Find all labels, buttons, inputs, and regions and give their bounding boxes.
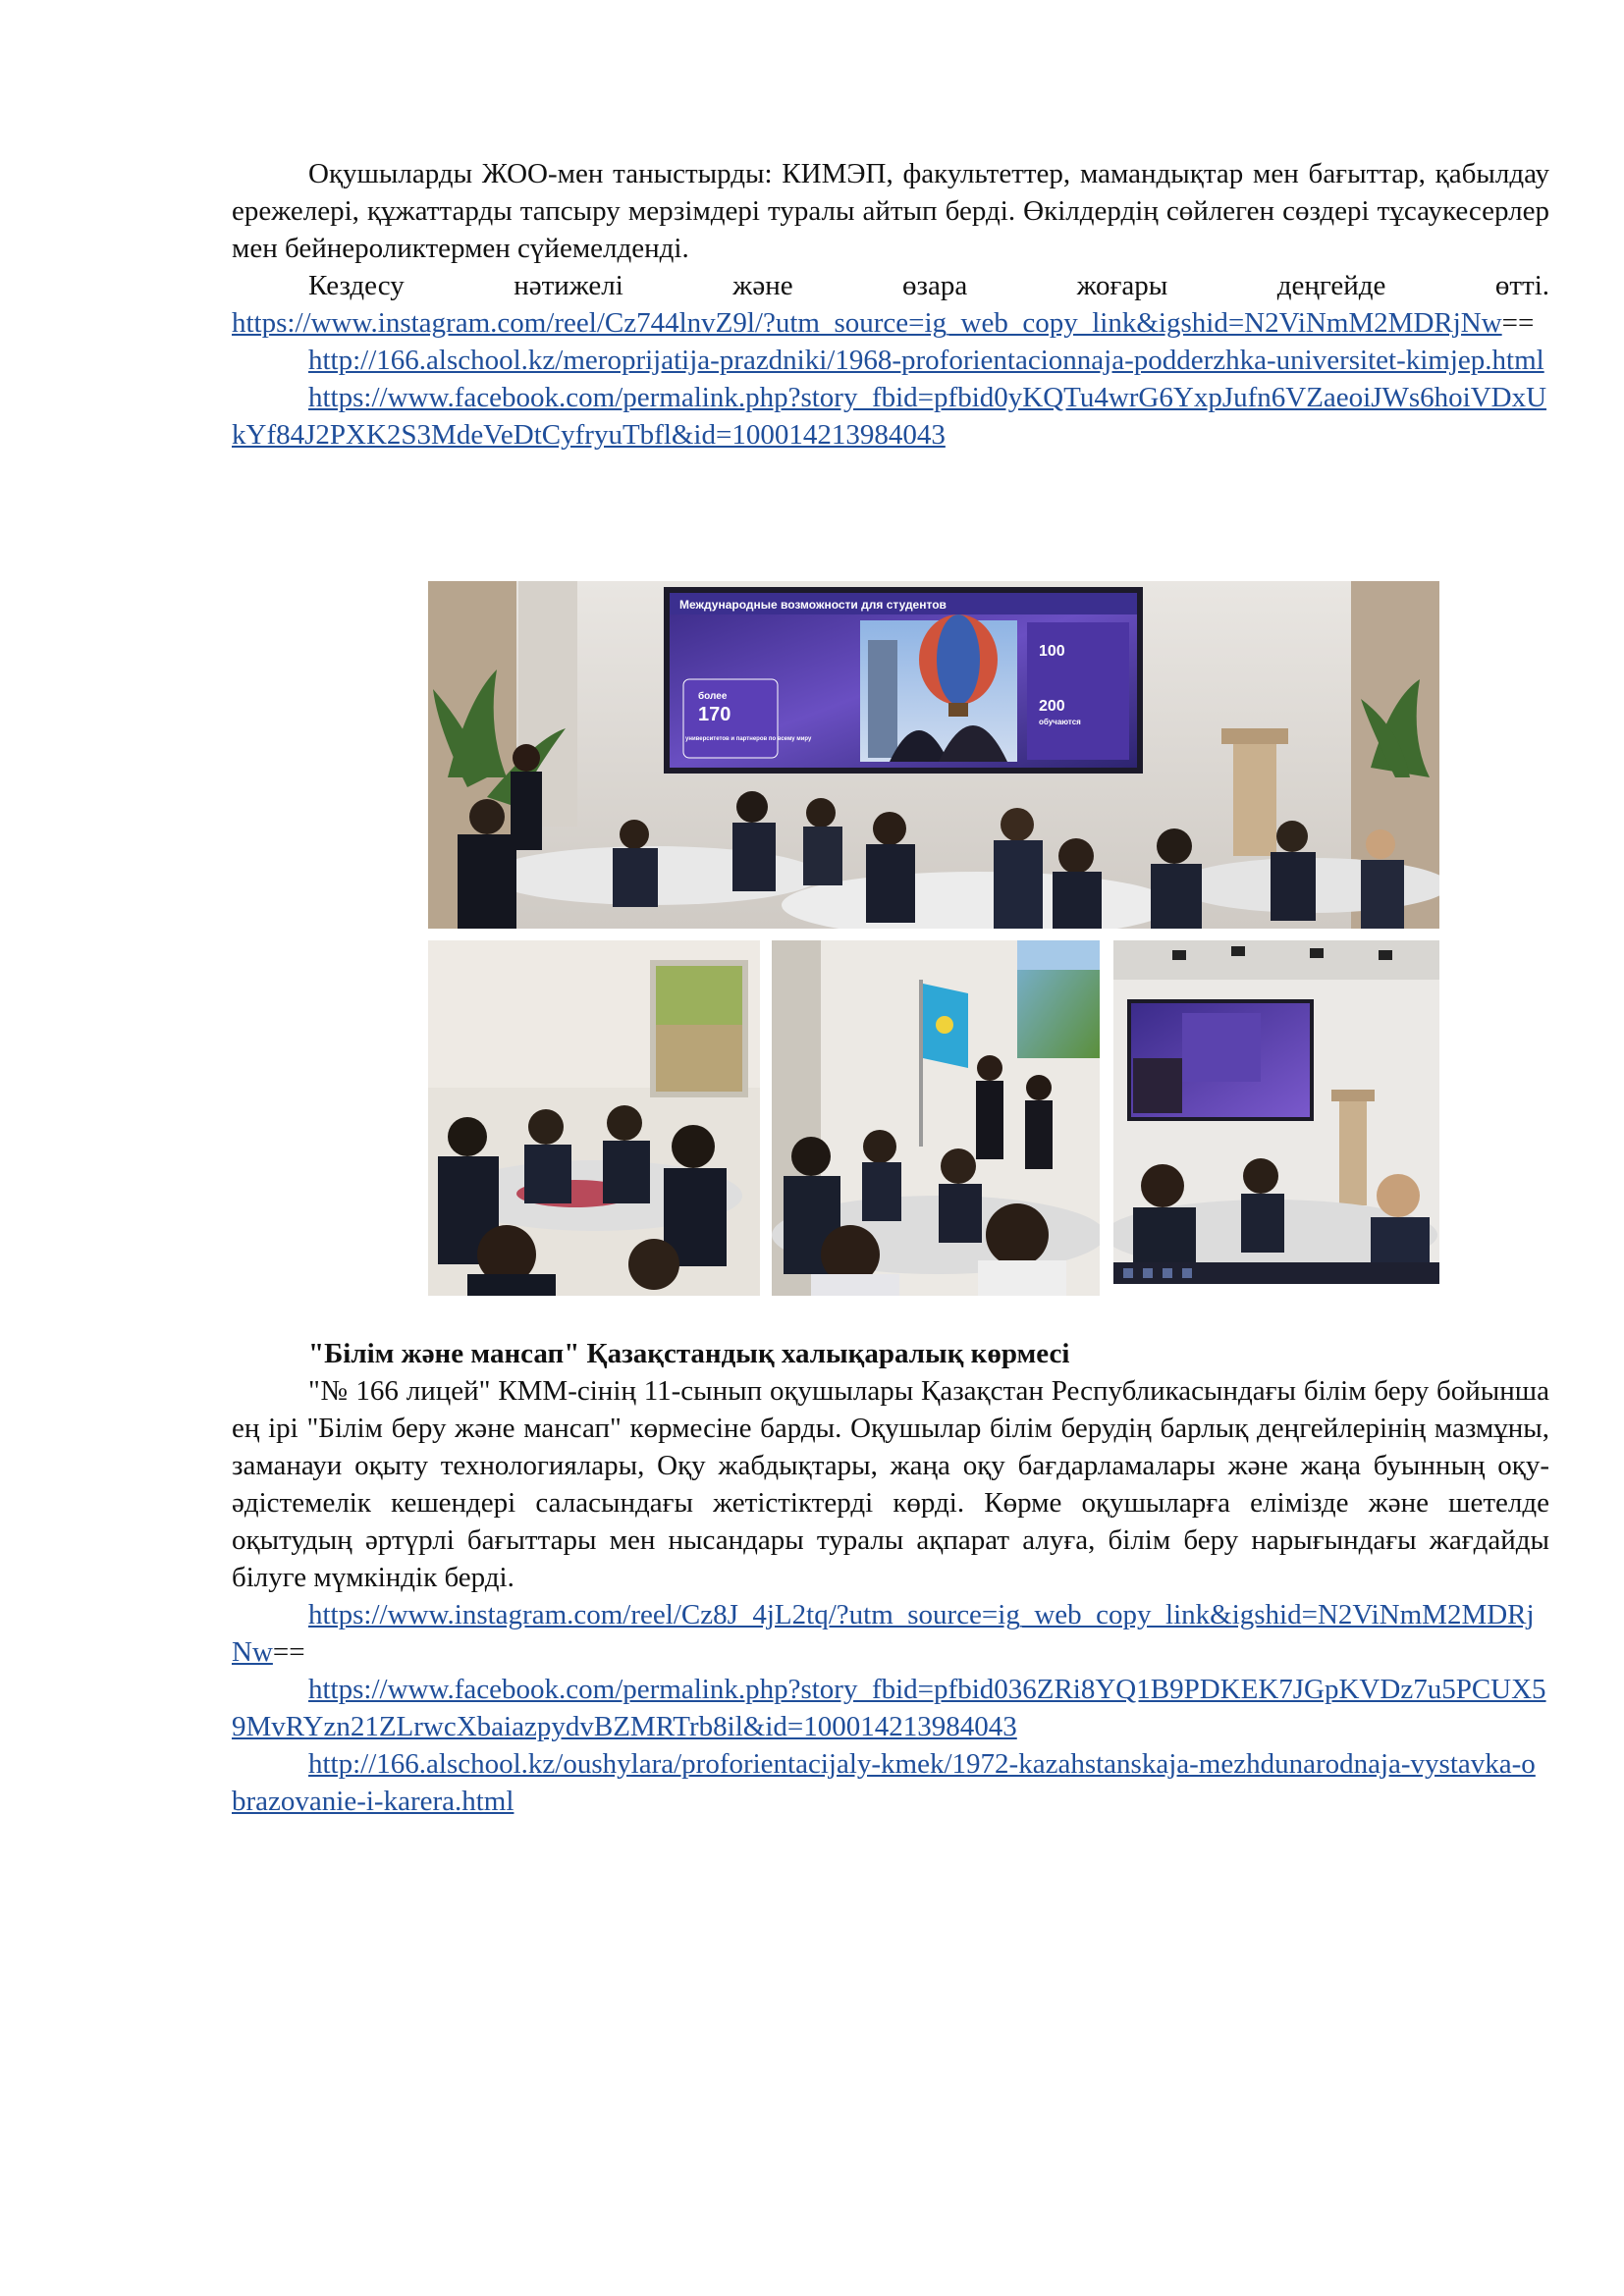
instagram-link-1[interactable]: https://www.instagram.com/reel/Cz744lnvZ9l/?utm_source=ig_web_copy_link&igshid=N2ViNmM2MDRjNw xyxy=(232,307,1502,339)
stat-100-text: 100 xyxy=(1039,643,1065,660)
stat-170-text: 170 xyxy=(698,704,731,725)
link-suffix-2: == xyxy=(272,1636,305,1668)
paragraph-meeting-result: Кездесу нәтижелі және өзара жоғары деңгейде өтті. xyxy=(308,270,1549,301)
link-block-instagram-1 xyxy=(232,304,1549,342)
facebook-link-1[interactable]: https://www.facebook.com/permalink.php?story_fbid=pfbid0yKQTu4wrG6YxpJufn6VZaeoiJWs6hoiVDxUkYf84J2PXK2S3MdeVeDtCyfryuTbfl&id=100014213984043 xyxy=(232,382,1547,451)
instagram-link-2[interactable]: https://www.instagram.com/reel/Cz8J_4jL2tq/?utm_source=ig_web_copy_link&igshid=N2ViNmM2MDRjNw xyxy=(232,1599,1535,1668)
link-block-facebook-2 xyxy=(232,1671,1549,1745)
document-page xyxy=(232,155,1549,454)
paragraph-exhibition: "№ 166 лицей" КММ-сінің 11-сынып оқушылары Қазақстан Республикасындағы білім беру бойынша ең ірі "Білім беру және мансап" көрмесіне барды. Оқушылар білім берудің барлық деңгейлерінің мазмұны, заманауи оқыту технологиялары, Оқу жабдықтары, жаңа оқу бағдарламалары және жаңа буынның оқу-әдістемелік кешендері саласындағы жетістіктерді көрді. Көрме оқушыларға елімізде және шетелде оқытудың әртүрлі бағыттары мен нысандары туралы ақпарат алуға, білім беру нарығындағы жағдайды білуге мүмкіндік берді. xyxy=(232,1375,1549,1593)
link-block-instagram-2 xyxy=(232,1596,1549,1671)
photo-presenters-with-flag xyxy=(772,940,1100,1296)
photo-classroom-presentation xyxy=(428,581,1439,929)
stat-170-caption: университетов и партнеров по всему миру xyxy=(685,736,812,742)
photo-hall-with-screen-image xyxy=(1113,940,1439,1284)
link-block-alschool-2 xyxy=(232,1745,1549,1820)
photo-hall-with-screen xyxy=(1113,940,1439,1284)
stat-200-caption: обучаются xyxy=(1039,718,1081,726)
facebook-link-2[interactable]: https://www.facebook.com/permalink.php?story_fbid=pfbid036ZRi8YQ1B9PDKEK7JGpKVDz7u5PCUX59MvRYzn21ZLrwcXbaiazpydvBZMRTrb8il&id=100014213984043 xyxy=(232,1674,1546,1742)
photo-students-at-tables xyxy=(428,940,760,1296)
link-block-alschool-1 xyxy=(232,342,1549,379)
stat-more-text: более xyxy=(698,691,728,702)
photo-students-at-tables-image xyxy=(428,940,760,1296)
stat-200-text: 200 xyxy=(1039,698,1065,715)
screen-heading-text: Международные возможности для студентов xyxy=(679,598,947,612)
alschool-link-1[interactable]: http://166.alschool.kz/meroprijatija-prazdniki/1968-proforientacionnaja-podderzhka-universitet-kimjep.html xyxy=(308,345,1544,376)
link-block-facebook-1 xyxy=(232,379,1549,454)
link-suffix: == xyxy=(1501,307,1535,339)
document-page-section2 xyxy=(232,1335,1549,1820)
paragraph-kimep-intro: Оқушыларды ЖОО-мен таныстырды: КИМЭП, факультеттер, мамандықтар мен бағыттар, қабылдау ережелері, құжаттарды тапсыру мерзімдері туралы айтып берді. Өкілдердің сөйлеген сөздері тұсаукесерлер мен бейнероликтермен сүйемелденді. xyxy=(232,158,1549,264)
photo-classroom-presentation-image xyxy=(428,581,1439,929)
exhibition-heading: "Білім және мансап" Қазақстандық халықаралық көрмесі xyxy=(308,1338,1070,1369)
alschool-link-2[interactable]: http://166.alschool.kz/oushylara/proforientacijaly-kmek/1972-kazahstanskaja-mezhdunarodnaja-vystavka-obrazovanie-i-karera.html xyxy=(232,1748,1536,1817)
photo-presenters-with-flag-image xyxy=(772,940,1100,1296)
